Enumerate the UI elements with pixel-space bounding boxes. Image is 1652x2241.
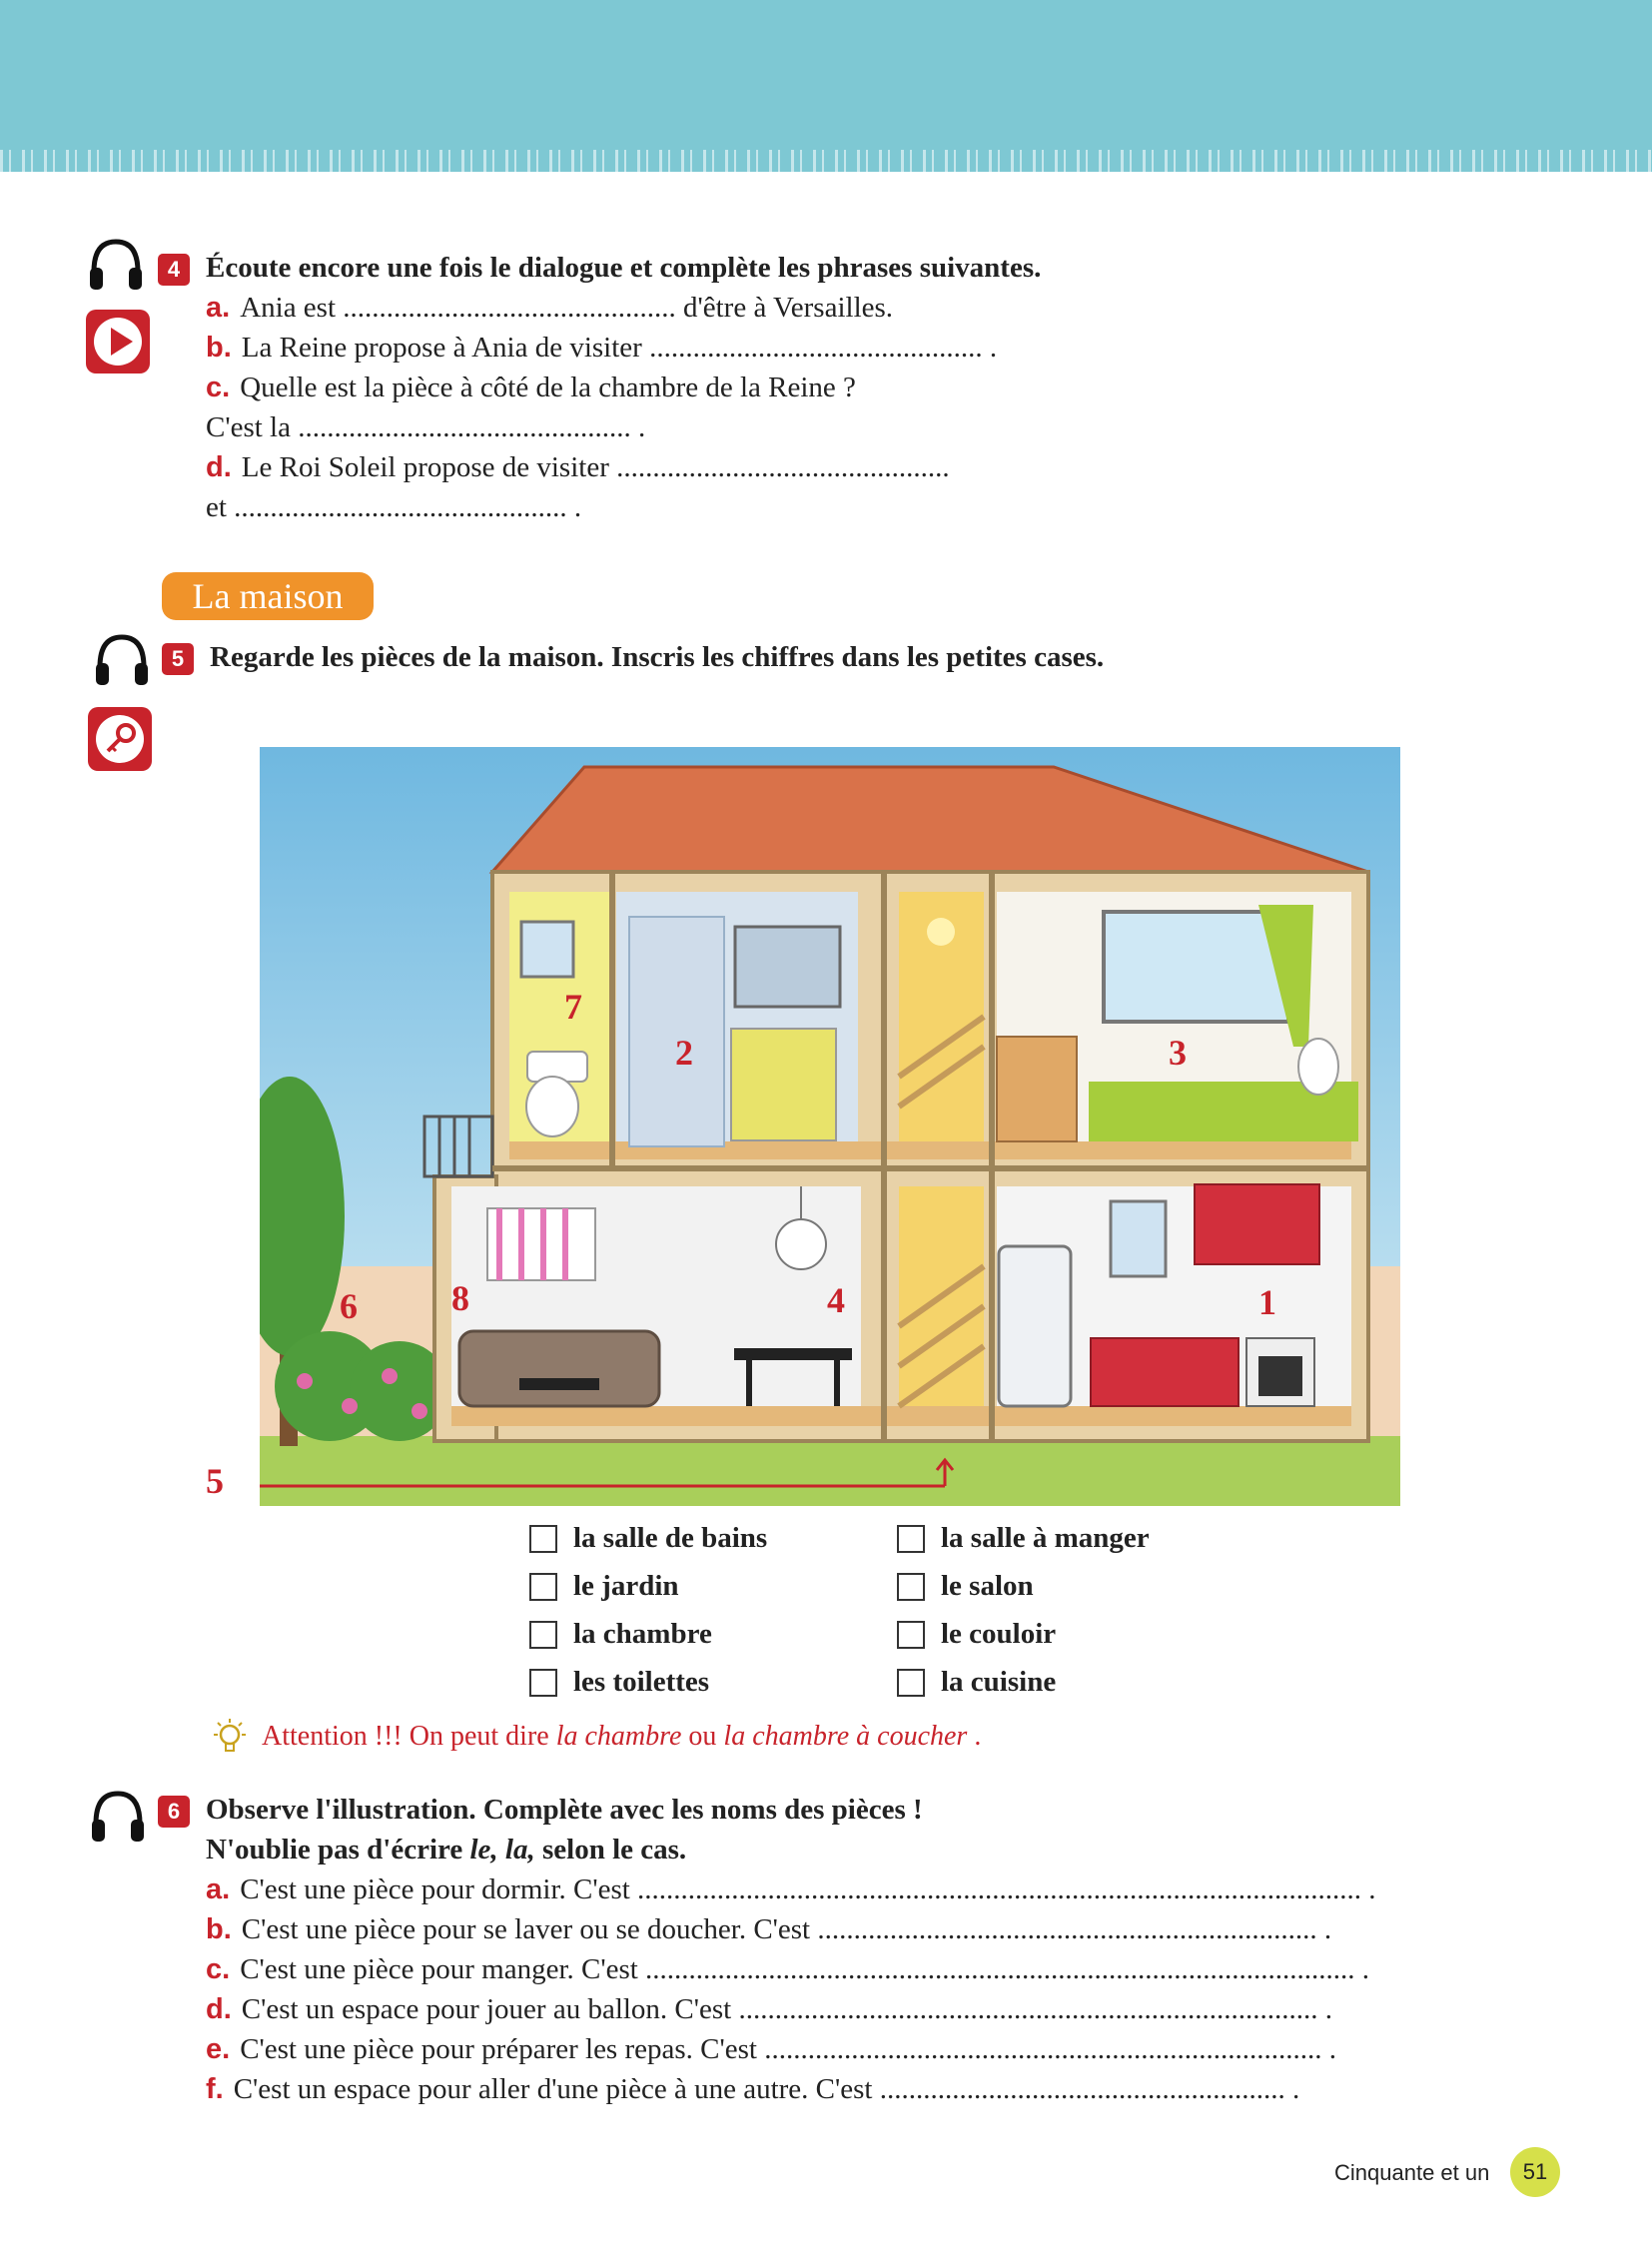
headphones-icon[interactable] [88, 1788, 148, 1846]
ex4-item-c-answer: C'est la .............................................. . [206, 411, 646, 443]
house-number-8: 8 [451, 1278, 469, 1318]
headphones-icon[interactable] [92, 631, 152, 689]
option-salle-de-bains: la salle de bains [529, 1522, 767, 1555]
answer-box[interactable] [529, 1573, 557, 1601]
answer-box[interactable] [897, 1621, 925, 1649]
ex6-item-b: b. C'est une pièce pour se laver ou se doucher. C'est ..................................................................... . [206, 1913, 1332, 1945]
ex4-item-d: d. Le Roi Soleil propose de visiter .............................................. [206, 451, 950, 483]
ex6-item-a: a. C'est une pièce pour dormir. C'est .................................................................................................... . [206, 1873, 1376, 1905]
option-couloir: le couloir [897, 1618, 1056, 1651]
exercise-5-instruction: Regarde les pièces de la maison. Inscris les chiffres dans les petites cases. [210, 641, 1105, 673]
exercise-6-instruction-2: N'oublie pas d'écrire le, la, selon le cas. [206, 1834, 687, 1866]
option-chambre: la chambre [529, 1618, 712, 1651]
option-toilettes: les toilettes [529, 1666, 709, 1699]
exercise-4-instruction: Écoute encore une fois le dialogue et complète les phrases suivantes. [206, 252, 1042, 284]
exercise-6-number: 6 [158, 1796, 190, 1828]
ex6-item-f: f. C'est un espace pour aller d'une pièce à une autre. C'est ........................................................ . [206, 2073, 1300, 2105]
house-number-2: 2 [675, 1033, 693, 1073]
answer-box[interactable] [897, 1573, 925, 1601]
house-number-5: 5 [206, 1461, 224, 1501]
ex4-item-a: a. Ania est .............................................. d'être à Versailles. [206, 292, 894, 324]
exercise-4-number: 4 [158, 254, 190, 286]
key-icon [88, 707, 152, 771]
ex6-item-c: c. C'est une pièce pour manger. C'est .................................................................................................. . [206, 1953, 1370, 1985]
house-number-4: 4 [827, 1280, 845, 1320]
option-cuisine: la cuisine [897, 1666, 1056, 1699]
option-jardin: le jardin [529, 1570, 679, 1603]
house-number-3: 3 [1169, 1033, 1187, 1073]
answer-key-button[interactable] [88, 707, 152, 771]
headphones-icon[interactable] [86, 236, 146, 294]
answer-box[interactable] [529, 1525, 557, 1553]
answer-box[interactable] [529, 1669, 557, 1697]
section-title-pill: La maison [162, 572, 374, 620]
lightbulb-icon [210, 1718, 250, 1758]
house-illustration [260, 747, 1400, 1506]
banner-torn-edge [0, 150, 1652, 174]
room-corridor-lower [899, 1186, 984, 1424]
lawn [260, 1436, 1400, 1506]
page-number: 51 [1510, 2147, 1560, 2197]
ex4-item-b: b. La Reine propose à Ania de visiter .............................................. . [206, 332, 998, 364]
top-banner [0, 0, 1652, 172]
option-salon: le salon [897, 1570, 1034, 1603]
play-icon [86, 310, 150, 374]
answer-box[interactable] [529, 1621, 557, 1649]
ex4-item-d-answer: et .............................................. . [206, 491, 582, 523]
house-number-1: 1 [1258, 1282, 1276, 1322]
option-salle-a-manger: la salle à manger [897, 1522, 1150, 1555]
answer-box[interactable] [897, 1669, 925, 1697]
ex6-item-e: e. C'est une pièce pour préparer les repas. C'est ............................................................................. . [206, 2033, 1336, 2065]
house-number-7: 7 [564, 987, 582, 1027]
house-number-6: 6 [340, 1286, 358, 1326]
ex6-item-d: d. C'est un espace pour jouer au ballon. C'est ................................................................................ . [206, 1993, 1332, 2025]
answer-box[interactable] [897, 1525, 925, 1553]
exercise-5-number: 5 [162, 643, 194, 675]
play-video-button[interactable] [86, 310, 150, 374]
exercise-6-instruction-1: Observe l'illustration. Complète avec les noms des pièces ! [206, 1794, 923, 1826]
attention-note: Attention !!! On peut dire la chambre ou la chambre à coucher . [262, 1721, 982, 1752]
footer-page-words: Cinquante et un [1334, 2160, 1490, 2185]
ex4-item-c: c. Quelle est la pièce à côté de la chambre de la Reine ? [206, 372, 856, 403]
